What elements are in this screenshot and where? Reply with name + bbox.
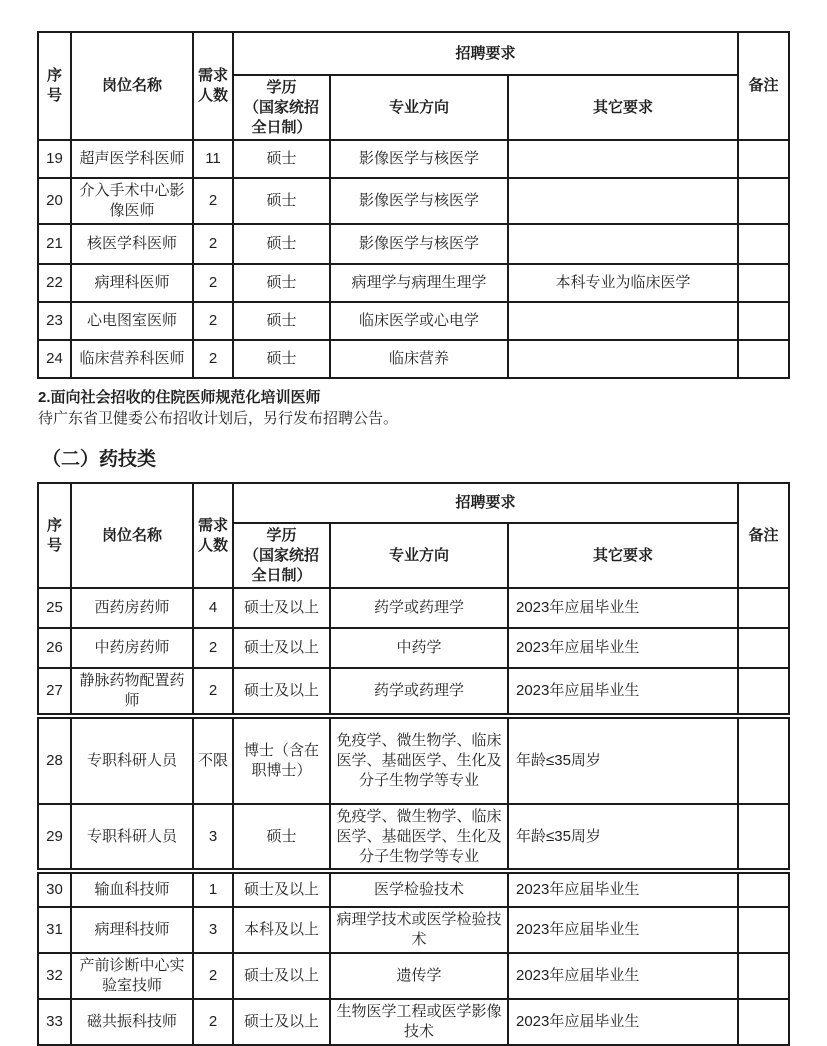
note-text: 待广东省卫健委公布招收计划后，另行发布招聘公告。: [38, 409, 399, 427]
table-header-row-1: [38, 32, 789, 75]
cell-education: 硕士及以上: [233, 668, 330, 716]
cell-remark: [738, 871, 789, 907]
cell-count: 2: [193, 178, 233, 224]
table-row: [38, 302, 789, 340]
cell-position: 病理科医师: [71, 264, 193, 302]
column-header-remark: 备注: [738, 483, 789, 588]
cell-major: 遗传学: [330, 953, 508, 999]
cell-position: 中药房药师: [71, 628, 193, 668]
cell-other: 年龄≤35周岁: [508, 716, 738, 804]
cell-major: 影像医学与核医学: [330, 178, 508, 224]
table-row: [38, 999, 789, 1045]
column-header-other: 其它要求: [508, 75, 738, 140]
cell-seq: 33: [38, 999, 71, 1045]
cell-seq: 32: [38, 953, 71, 999]
section-title-pharmacy: （二）药技类: [42, 448, 157, 470]
cell-count: 2: [193, 668, 233, 716]
cell-major: 药学或药理学: [330, 668, 508, 716]
column-header-seq: 序号: [38, 483, 71, 588]
cell-seq: 26: [38, 628, 71, 668]
table-row: [38, 716, 789, 804]
cell-major: 临床营养: [330, 340, 508, 378]
cell-education: 硕士: [233, 302, 330, 340]
cell-remark: [738, 668, 789, 716]
cell-position: 输血科技师: [71, 871, 193, 907]
cell-remark: [738, 953, 789, 999]
cell-education: 博士（含在职博士）: [233, 716, 330, 804]
cell-other: 年龄≤35周岁: [508, 804, 738, 871]
cell-position: 核医学科医师: [71, 224, 193, 264]
notes-block: [38, 387, 790, 429]
column-header-headcount: 需求人数: [193, 32, 233, 140]
table-row: [38, 871, 789, 907]
cell-other: [508, 178, 738, 224]
cell-position: 专职科研人员: [71, 716, 193, 804]
table-row: [38, 907, 789, 953]
cell-position: 心电图室医师: [71, 302, 193, 340]
cell-major: 药学或药理学: [330, 588, 508, 628]
cell-count: 1: [193, 871, 233, 907]
cell-education: 硕士: [233, 264, 330, 302]
cell-seq: 28: [38, 716, 71, 804]
cell-seq: 19: [38, 140, 71, 178]
cell-count: 4: [193, 588, 233, 628]
column-header-education: 学历 （国家统招全日制）: [233, 523, 330, 588]
cell-education: 硕士及以上: [233, 999, 330, 1045]
column-header-education: 学历 （国家统招全日制）: [233, 75, 330, 140]
cell-education: 硕士及以上: [233, 628, 330, 668]
cell-seq: 29: [38, 804, 71, 871]
cell-remark: [738, 716, 789, 804]
table-row: [38, 224, 789, 264]
table-header-row-1: [38, 483, 789, 523]
cell-position: 专职科研人员: [71, 804, 193, 871]
cell-remark: [738, 302, 789, 340]
cell-education: 本科及以上: [233, 907, 330, 953]
column-header-headcount: 需求人数: [193, 483, 233, 588]
cell-major: 医学检验技术: [330, 871, 508, 907]
cell-major: 中药学: [330, 628, 508, 668]
cell-position: 产前诊断中心实验室技师: [71, 953, 193, 999]
cell-other: 2023年应届毕业生: [508, 628, 738, 668]
cell-seq: 25: [38, 588, 71, 628]
cell-seq: 31: [38, 907, 71, 953]
column-header-position: 岗位名称: [71, 483, 193, 588]
cell-education: 硕士及以上: [233, 588, 330, 628]
cell-count: 3: [193, 804, 233, 871]
cell-seq: 22: [38, 264, 71, 302]
table-row: [38, 264, 789, 302]
column-header-position: 岗位名称: [71, 32, 193, 140]
note-heading: 2.面向社会招收的住院医师规范化培训医师: [38, 388, 321, 406]
cell-position: 超声医学科医师: [71, 140, 193, 178]
cell-education: 硕士及以上: [233, 871, 330, 907]
cell-education: 硕士及以上: [233, 953, 330, 999]
cell-other: [508, 302, 738, 340]
cell-major: 影像医学与核医学: [330, 224, 508, 264]
cell-remark: [738, 588, 789, 628]
cell-position: 介入手术中心影像医师: [71, 178, 193, 224]
cell-position: 静脉药物配置药师: [71, 668, 193, 716]
cell-major: 病理学技术或医学检验技术: [330, 907, 508, 953]
cell-seq: 24: [38, 340, 71, 378]
cell-major: 生物医学工程或医学影像技术: [330, 999, 508, 1045]
cell-major: 免疫学、微生物学、临床医学、基础医学、生化及分子生物学等专业: [330, 716, 508, 804]
cell-remark: [738, 340, 789, 378]
cell-remark: [738, 140, 789, 178]
cell-seq: 20: [38, 178, 71, 224]
cell-other: 本科专业为临床医学: [508, 264, 738, 302]
table-row: [38, 953, 789, 999]
cell-count: 2: [193, 302, 233, 340]
cell-other: [508, 340, 738, 378]
cell-other: [508, 140, 738, 178]
column-header-other: 其它要求: [508, 523, 738, 588]
table-row: [38, 140, 789, 178]
table-row: [38, 340, 789, 378]
cell-count: 2: [193, 224, 233, 264]
column-header-seq: 序号: [38, 32, 71, 140]
cell-other: 2023年应届毕业生: [508, 953, 738, 999]
cell-count: 2: [193, 264, 233, 302]
cell-education: 硕士: [233, 224, 330, 264]
cell-other: 2023年应届毕业生: [508, 588, 738, 628]
cell-count: 3: [193, 907, 233, 953]
cell-count: 2: [193, 999, 233, 1045]
cell-education: 硕士: [233, 140, 330, 178]
cell-count: 2: [193, 340, 233, 378]
cell-remark: [738, 264, 789, 302]
table-row: [38, 588, 789, 628]
table-row: [38, 668, 789, 716]
cell-other: 2023年应届毕业生: [508, 668, 738, 716]
cell-remark: [738, 804, 789, 871]
cell-count: 2: [193, 628, 233, 668]
cell-count: 不限: [193, 716, 233, 804]
column-header-major: 专业方向: [330, 75, 508, 140]
cell-seq: 21: [38, 224, 71, 264]
column-header-remark: 备注: [738, 32, 789, 140]
cell-education: 硕士: [233, 178, 330, 224]
cell-count: 2: [193, 953, 233, 999]
cell-count: 11: [193, 140, 233, 178]
cell-seq: 30: [38, 871, 71, 907]
cell-education: 硕士: [233, 804, 330, 871]
recruitment-table-physicians: [37, 31, 790, 379]
cell-major: 临床医学或心电学: [330, 302, 508, 340]
cell-major: 免疫学、微生物学、临床医学、基础医学、生化及分子生物学等专业: [330, 804, 508, 871]
column-header-requirements: 招聘要求: [233, 483, 738, 523]
cell-position: 磁共振科技师: [71, 999, 193, 1045]
cell-remark: [738, 224, 789, 264]
cell-remark: [738, 178, 789, 224]
column-header-major: 专业方向: [330, 523, 508, 588]
recruitment-table-pharmacy-tech: [37, 482, 790, 1046]
cell-major: 病理学与病理生理学: [330, 264, 508, 302]
cell-other: 2023年应届毕业生: [508, 907, 738, 953]
cell-education: 硕士: [233, 340, 330, 378]
cell-position: 病理科技师: [71, 907, 193, 953]
table-row: [38, 178, 789, 224]
cell-remark: [738, 907, 789, 953]
cell-remark: [738, 999, 789, 1045]
column-header-requirements: 招聘要求: [233, 32, 738, 75]
cell-other: 2023年应届毕业生: [508, 999, 738, 1045]
cell-position: 西药房药师: [71, 588, 193, 628]
cell-other: 2023年应届毕业生: [508, 871, 738, 907]
cell-major: 影像医学与核医学: [330, 140, 508, 178]
cell-seq: 23: [38, 302, 71, 340]
table-row: [38, 628, 789, 668]
table-row: [38, 804, 789, 871]
cell-remark: [738, 628, 789, 668]
cell-other: [508, 224, 738, 264]
cell-seq: 27: [38, 668, 71, 716]
cell-position: 临床营养科医师: [71, 340, 193, 378]
